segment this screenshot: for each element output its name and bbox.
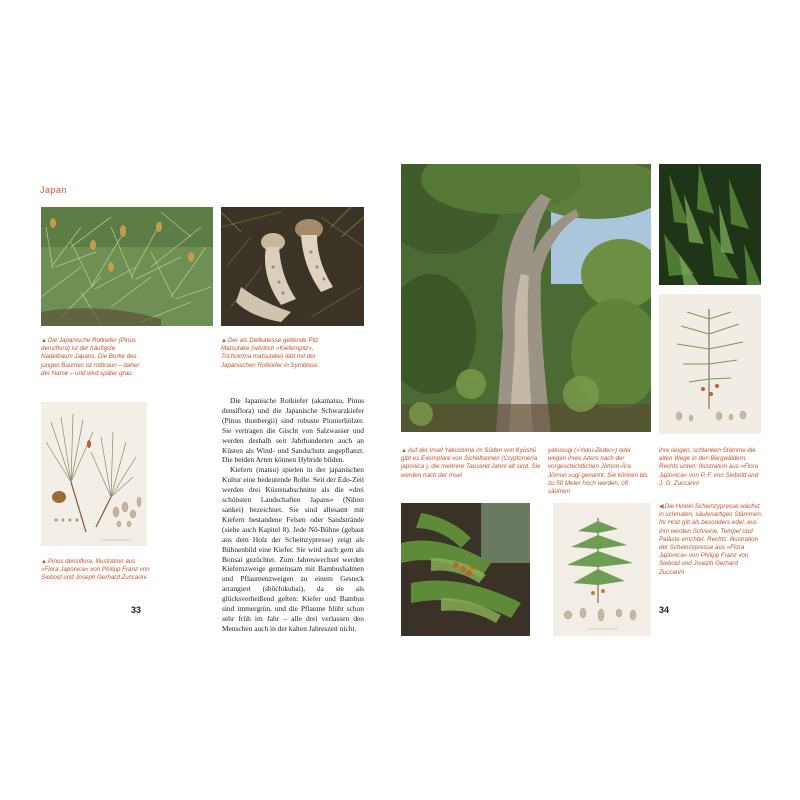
photo-hinoki-foliage	[659, 164, 761, 285]
caption-yakusugi-col2: yakusugi (»Yaku-Zeder«) oder wegen ihres Alters nach der vorgeschichtlichen Jōmon-Ära Jōmon sugi genannt. Sie können bis zu 50 Meter hoch werden; oft säumen	[548, 447, 648, 496]
photo-hinoki-branch	[401, 503, 530, 636]
photo-yakusugi-cedar	[401, 164, 651, 432]
illustration-cryptomeria	[659, 294, 761, 434]
caption-marker-icon: ◀	[659, 504, 664, 510]
caption-hinoki: ◀Die Hinoki-Scheinzypresse wächst in schmalen, säulenartigen Stämmen. Ihr Holz gilt als besonders edel, aus ihm werden Schreine, Tempel und Paläste errichtet. Rechts: Illustration der Scheinzypresse aus »Flora Japonica« von Philipp Franz von Siebold und Joseph Gerhard Zuccarini	[659, 503, 763, 576]
photo-matsutake-mushroom	[221, 207, 364, 326]
caption-marker-icon: ▲	[41, 338, 47, 344]
caption-red-pine: ▲Die Japanische Rotkiefer (Pinus densiflora) ist der häufigste Nadelbaum Japans. Die Borke des jungen Baumes ist rotbraun – daher der Name – und wird später grau.	[41, 337, 140, 377]
body-paragraph-2: Kiefern (matsu) spielen in der japanischen Kultur eine bedeutende Rolle. Seit der Edo-Zeit werden drei Küstenabschnitte als die »drei schönsten Landschaften Japans« (Nihon sankei) bezeichnet. Sie sind allesamt mit Kiefern bestandene Felsen oder Sandstrände (siehe auch Kapitel 8). Jede Nō-Bühne (gebaut aus dem Holz der Scheinzypresse) zeigt als Bühnenbild eine Kiefer. Sie wird auch gern als Bonsai gezüchtet. Zum Jahreswechsel werden Kiefernzweige gemeinsam mit Bambushalmen und Pflaumenzweigen zu einem Gesteck arrangiert (shōchikubai), da sie als glücksverheißend gelten: Kiefer und Bambus sind immergrün, und die Pflaume blüht schon sehr früh im Jahr – alle drei verlassen den Menschen auch in der kalten Jahreszeit nicht.	[222, 465, 364, 633]
body-paragraph-1: Die Japanische Rotkiefer (akamatsu, Pinus densiflora) und die Japanische Schwarzkiefer (Pinus thunbergii) sind robuste Pionierhölzer. Sie vertragen die Gischt von Salzwasser und werden deshalb seit Jahrhunderten auch an Küsten als Wind- und Sandschutz angepflanzt. Die beiden Arten können Hybride bilden.	[222, 396, 364, 465]
page-number-left: 33	[131, 605, 142, 615]
caption-marker-icon: ▲	[221, 338, 227, 344]
caption-matsutake: ▲Der als Delikatesse geltende Pilz Matsutake (wörtlich »Kiefernpilz«, Tricholoma matsutake) lebt mit der Japanischen Rotkiefer in Symbiose.	[221, 337, 320, 369]
caption-illustration-pinus: ▲Pinus densiflora, Illustration aus »Flora Japonica« von Philipp Franz von Siebold und Joseph Gerhard Zuccarini	[41, 558, 150, 582]
illustration-pinus-densiflora	[41, 402, 147, 546]
photo-red-pine-branch	[41, 207, 213, 326]
section-title: Japan	[40, 185, 68, 195]
caption-marker-icon: ▲	[401, 448, 407, 454]
caption-yakusugi-col3: ihre langen, schlanken Stämme die alten Wege in den Bergwäldern. Rechts unten: Illustration aus »Flora Japonica« von P. F. von Siebold und J. G. Zuccarini	[659, 447, 759, 487]
illustration-hinoki-cypress	[553, 503, 651, 636]
caption-yakusugi-col1: ▲Auf der Insel Yakushima im Süden von Kyūshū gibt es Exemplare von Sicheltannen (Cryptomeria japonica ), die mehrere Tausend Jahre alt sind. Sie werden nach der Insel	[401, 447, 541, 479]
caption-marker-icon: ▲	[41, 559, 47, 565]
page-number-right: 34	[659, 605, 670, 615]
body-text	[222, 396, 364, 634]
